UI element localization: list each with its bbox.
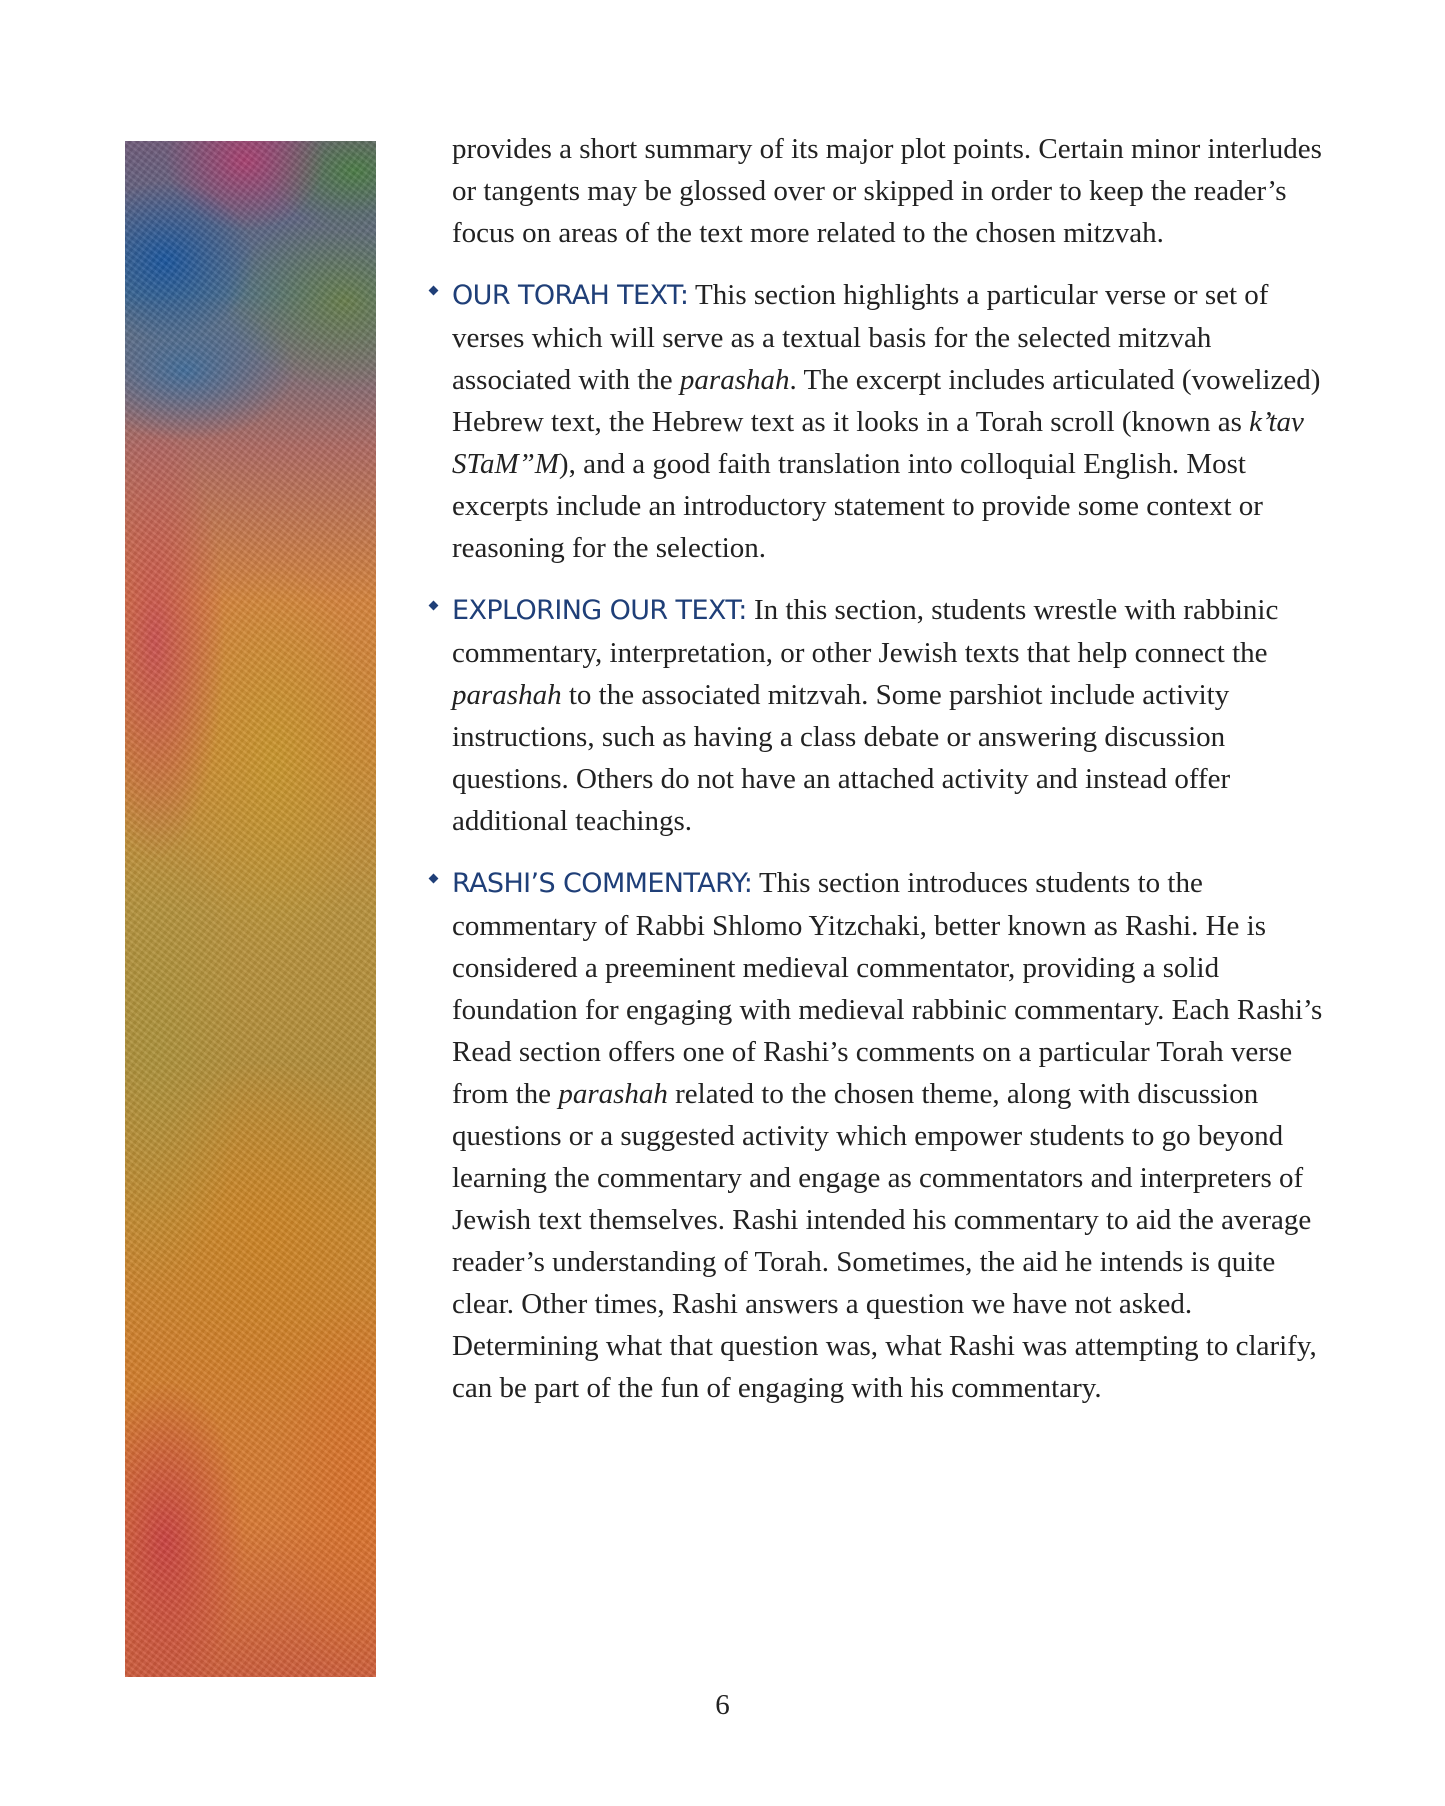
section-text: This section introduces students to the commentary of Rabbi Shlomo Yitzchaki, better known as Rashi. He is considered a preeminent medieval commentator, providing a solid foundation for engaging with medieval rabbinic commentary. Each Rashi’s Read section offers one of Rashi’s comments on a particular Torah verse from the	[452, 867, 1323, 1110]
intro-paragraph: provides a short summary of its major plot points. Certain minor interludes or tangents may be glossed over or skipped in order to keep the reader’s focus on areas of the text more related to the chosen mitzvah.	[452, 133, 1322, 249]
diamond-bullet-icon	[429, 874, 439, 884]
section-heading: EXPLORING OUR TEXT:	[452, 595, 747, 626]
section-text: This section highlights a particular verse or set of verses which will serve as a textual basis for the selected mitzvah associated with the	[452, 279, 1269, 396]
section-heading: RASHI’S COMMENTARY:	[452, 868, 753, 899]
diamond-bullet-icon	[429, 286, 439, 296]
watercolor-side-image	[125, 141, 376, 1677]
italic-term: parashah	[558, 1078, 668, 1110]
section-text: In this section, students wrestle with rabbinic commentary, interpretation, or other Jewish texts that help connect the	[452, 594, 1279, 669]
section-paragraph	[452, 862, 1332, 1409]
section-text: ), and a good faith translation into colloquial English. Most excerpts include an introductory statement to provide some context or reasoning for the selection.	[452, 448, 1263, 564]
body-text-column	[452, 128, 1332, 1429]
section-paragraph	[452, 274, 1332, 569]
italic-term: parashah	[452, 679, 562, 711]
section-exploring-our-text	[452, 589, 1332, 842]
section-paragraph	[452, 589, 1332, 842]
section-rashis-commentary	[452, 862, 1332, 1409]
italic-term: parashah	[679, 364, 790, 396]
italic-term: k’tav STaM”M	[452, 406, 1304, 480]
diamond-bullet-icon	[429, 601, 439, 611]
page-number: 6	[715, 1689, 730, 1721]
section-text: . The excerpt includes articulated (vowelized) Hebrew text, the Hebrew text as it looks in a Torah scroll (known as	[452, 364, 1321, 438]
section-text: to the associated mitzvah. Some parshiot include activity instructions, such as having a class debate or answering discussion questions. Others do not have an attached activity and instead offer additional teachings.	[452, 679, 1231, 837]
section-our-torah-text	[452, 274, 1332, 569]
section-heading: OUR TORAH TEXT:	[452, 280, 689, 311]
section-text: related to the chosen theme, along with discussion questions or a suggested activity which empower students to go beyond learning the commentary and engage as commentators and interpreters of Jewish text themselves. Rashi intended his commentary to aid the average reader’s understanding of Torah. Sometimes, the aid he intends is quite clear. Other times, Rashi answers a question we have not asked. Determining what that question was, what Rashi was attempting to clarify, can be part of the fun of engaging with his commentary.	[452, 1078, 1317, 1404]
